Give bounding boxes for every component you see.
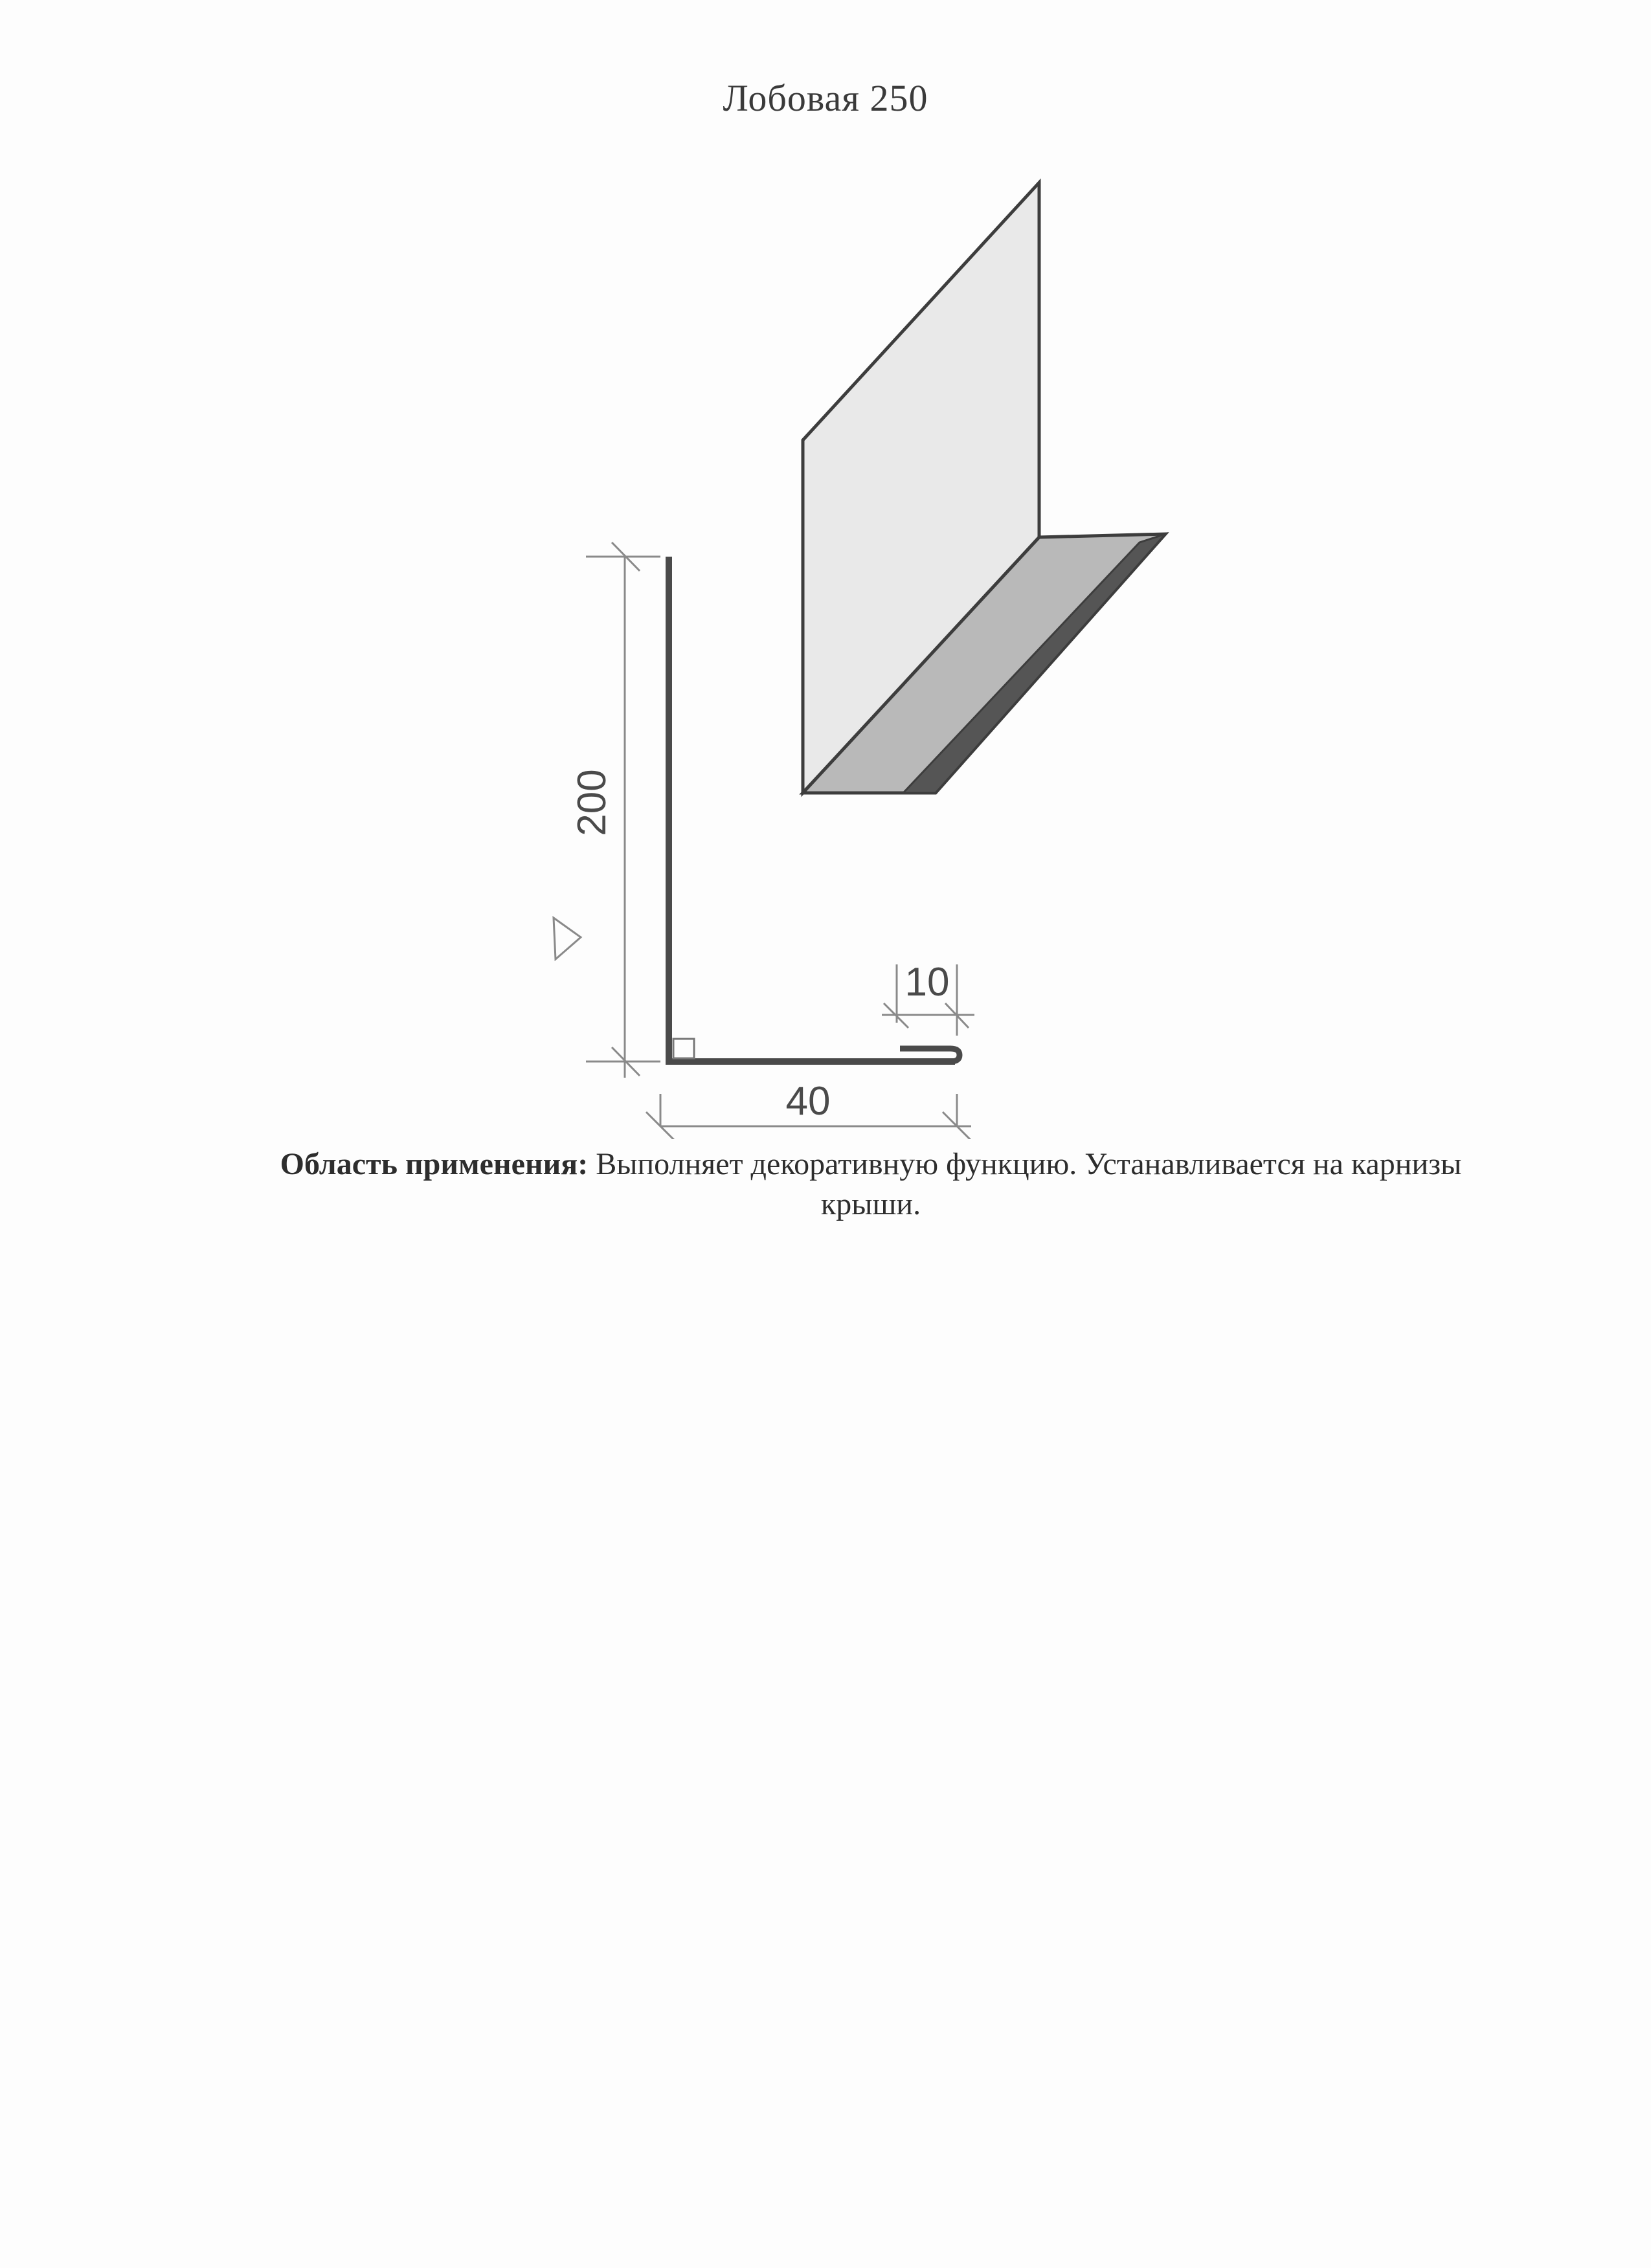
profile-hem [900, 1049, 960, 1062]
triangle-marker [554, 918, 581, 959]
dimension-fold-label: 10 [904, 960, 950, 1005]
dimension-width-label: 40 [785, 1079, 831, 1124]
dimension-height-label: 200 [570, 769, 614, 836]
description-text-line2: крыши. [820, 1187, 921, 1221]
page-title: Лобовая 250 [723, 77, 928, 119]
application-description [175, 1144, 1567, 1225]
right-angle-mark [673, 1039, 694, 1058]
description-text-line1: Выполняет декоративную функцию. Устанавливается на карнизы [588, 1147, 1462, 1181]
isometric-view [803, 183, 1165, 793]
description-label: Область применения: [280, 1147, 589, 1181]
